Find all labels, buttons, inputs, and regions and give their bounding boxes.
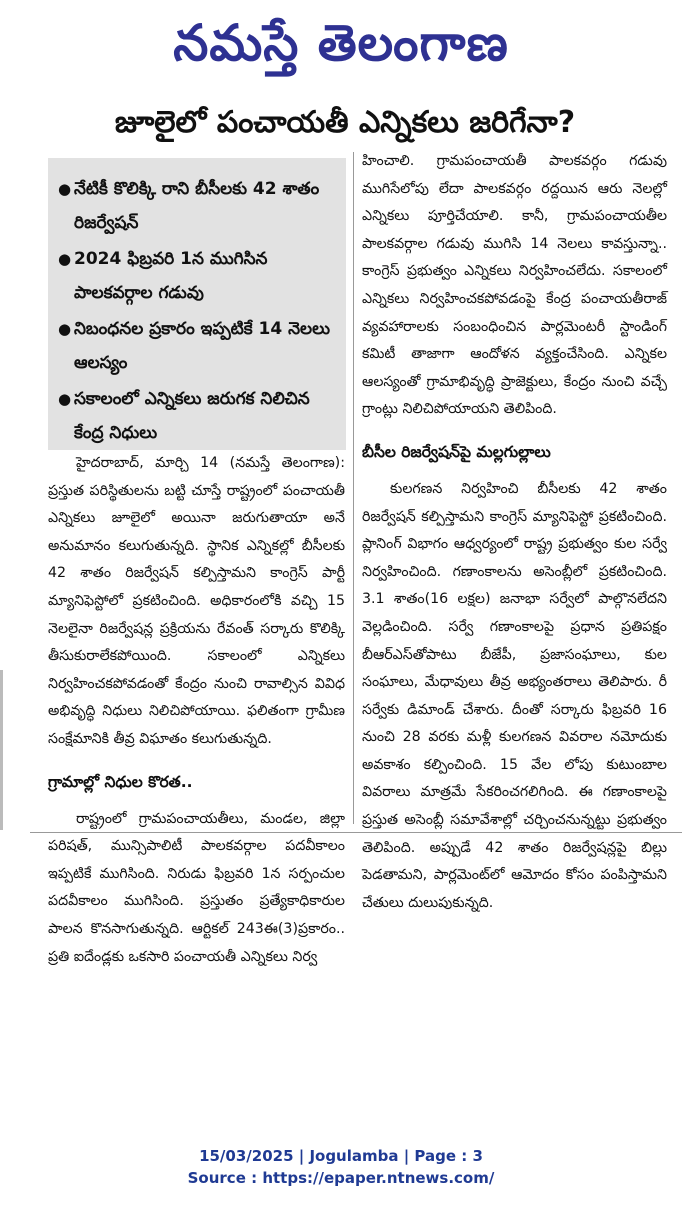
column-divider (353, 152, 354, 824)
highlight-item (58, 382, 338, 450)
highlight-text: నిబంధనల ప్రకారం ఇప్పటికే 14 నెలలు ఆలస్యం (74, 319, 331, 373)
bullet-icon: ● (58, 320, 72, 338)
highlight-item (58, 312, 338, 380)
bullet-icon: ● (58, 180, 72, 198)
highlight-text: సకాలంలో ఎన్నికలు జరుగక నిలిచిన కేంద్ర నిధులు (74, 389, 310, 443)
left-column (48, 450, 345, 971)
edition-info: 15/03/2025 | Jogulamba | Page : 3 (199, 1147, 483, 1165)
article-paragraph: రాష్ట్రంలో గ్రామపంచాయతీలు, మండల, జిల్లా పరిషత్, మున్సిపాలిటీ పాలకవర్గాల పదవీకాలం ఇప్పటికే ముగిసింది. నిరుడు ఫిబ్రవరి 1న సర్పంచుల పదవీకాలం ముగిసింది. ప్రస్తుతం ప్రత్యేకాధికారుల పాలన కొనసాగుతున్నది. ఆర్టికల్ 243ఈ(3)ప్రకారం.. ప్రతి ఐదేండ్లకు ఒకసారి పంచాయతీ ఎన్నికలు నిర్వ (48, 810, 345, 965)
article-paragraph: కులగణన నిర్వహించి బీసీలకు 42 శాతం రిజర్వేషన్ కల్పిస్తామని కాంగ్రెస్ మ్యానిఫెస్టో ప్రకటించింది. ప్లానింగ్ విభాగం ఆధ్వర్యంలో రాష్ట్ర ప్రభుత్వం కుల సర్వే నిర్వహించింది. గణాంకాలను అసెంబ్లీలో ప్రకటించింది. 3.1 శాతం(16 లక్షల) జనాభా సర్వేలో పాల్గొనలేదని వెల్లడించింది. సర్వే గణాంకాలపై ప్రధాన ప్రతిపక్షం బీఆర్ఎస్‌తోపాటు బీజేపీ, ప్రజాసంఘాలు, కుల సంఘాలు, మేధావులు తీవ్ర అభ్యంతరాలు తెలిపారు. రీ సర్వేకు డిమాండ్ చేశారు. దీంతో సర్కారు ఫిబ్రవరి 16 నుంచి 28 వరకు మళ్లీ కులగణన వివరాల నమోదుకు అవకాశం కల్పించింది. 15 వేల లోపు కుటుంబాల వివరాలు మాత్రమే సేకరించగలిగింది. ఈ గణాంకాలపై ప్రస్తుత అసెంబ్లీ సమావేశాల్లో చర్చించనున్నట్టు ప్రభుత్వం తెలిపింది. అప్పుడే 42 శాతం రిజర్వేషన్లపై బిల్లు పెడతామని, పార్లమెంట్‌లో ఆమోదం కోసం పంపిస్తామని చేతులు దులుపుకున్నది. (362, 480, 667, 911)
highlight-text: 2024 ఫిబ్రవరి 1న ముగిసిన పాలకవర్గాల గడువు (74, 249, 268, 303)
article-paragraph: హించాలి. గ్రామపంచాయతీ పాలకవర్గం గడువు ముగిసేలోపు లేదా పాలకవర్గం రద్దయిన ఆరు నెలల్లో ఎన్నికలు పూర్తిచేయాలి. కానీ, గ్రామపంచాయతీల పాలకవర్గాల గడువు ముగిసి 14 నెలలు కావస్తున్నా.. కాంగ్రెస్ ప్రభుత్వం ఎన్నికలు నిర్వహించలేదు. సకాలంలో ఎన్నికలు నిర్వహించకపోవడంపై కేంద్ర పంచాయతీరాజ్ వ్యవహారాలకు సంబంధించిన పార్లమెంటరీ స్టాండింగ్ కమిటీ తాజాగా ఆందోళన వ్యక్తంచేసింది. ఎన్నికల ఆలస్యంతో గ్రామాభివృద్ధి ప్రాజెక్టులు, కేంద్రం నుంచి వచ్చే గ్రాంట్లు నిలిచిపోయాయని తెలిపింది. (362, 153, 667, 418)
source-link[interactable]: Source : https://epaper.ntnews.com/ (187, 1169, 495, 1187)
page-footer (0, 1145, 682, 1189)
margin-rule (0, 670, 3, 830)
article-headline: జూలైలో పంచాయతీ ఎన్నికలు జరిగేనా? (114, 105, 576, 140)
highlight-text: నేటికీ కొలిక్కి రాని బీసీలకు 42 శాతం రిజర్వేషన్ (74, 179, 320, 233)
highlights-box (48, 158, 346, 450)
clip-bottom-rule (30, 832, 682, 833)
bullet-icon: ● (58, 250, 72, 268)
highlight-item (58, 242, 338, 310)
bullet-icon: ● (58, 390, 72, 408)
section-subhead: బీసీల రిజర్వేషన్‌పై మల్లగుల్లాలు (362, 442, 551, 461)
newspaper-masthead: నమస్తే తెలంగాణ (173, 13, 509, 72)
section-subhead: గ్రామాల్లో నిధుల కొరత.. (48, 772, 193, 791)
article-intro-paragraph: హైదరాబాద్, మార్చి 14 (నమస్తే తెలంగాణ): ప్రస్తుత పరిస్థితులను బట్టి చూస్తే రాష్ట్రంలో పంచాయతీ ఎన్నికలు జూలైలో అయినా జరుగుతాయా అనే అనుమానం కలుగుతున్నది. స్థానిక ఎన్నికల్లో బీసీలకు 42 శాతం రిజర్వేషన్ కల్పిస్తామని కాంగ్రెస్ పార్టీ మ్యానిఫెస్టోలో ప్రకటించింది. అధికారంలోకి వచ్చి 15 నెలలైనా రిజర్వేషన్ల ప్రక్రియను రేవంత్ సర్కారు కొలిక్కి తీసుకురాలేకపోయింది. సకాలంలో ఎన్నికలు నిర్వహించకపోవడంతో కేంద్రం నుంచి రావాల్సిన వివిధ అభివృద్ధి నిధులు నిలిచిపోయాయి. ఫలితంగా గ్రామీణ సంక్షేమానికి తీవ్ర విఘాతం కలుగుతున్నది. (48, 455, 345, 747)
right-column (362, 148, 667, 917)
highlight-item (58, 172, 338, 240)
